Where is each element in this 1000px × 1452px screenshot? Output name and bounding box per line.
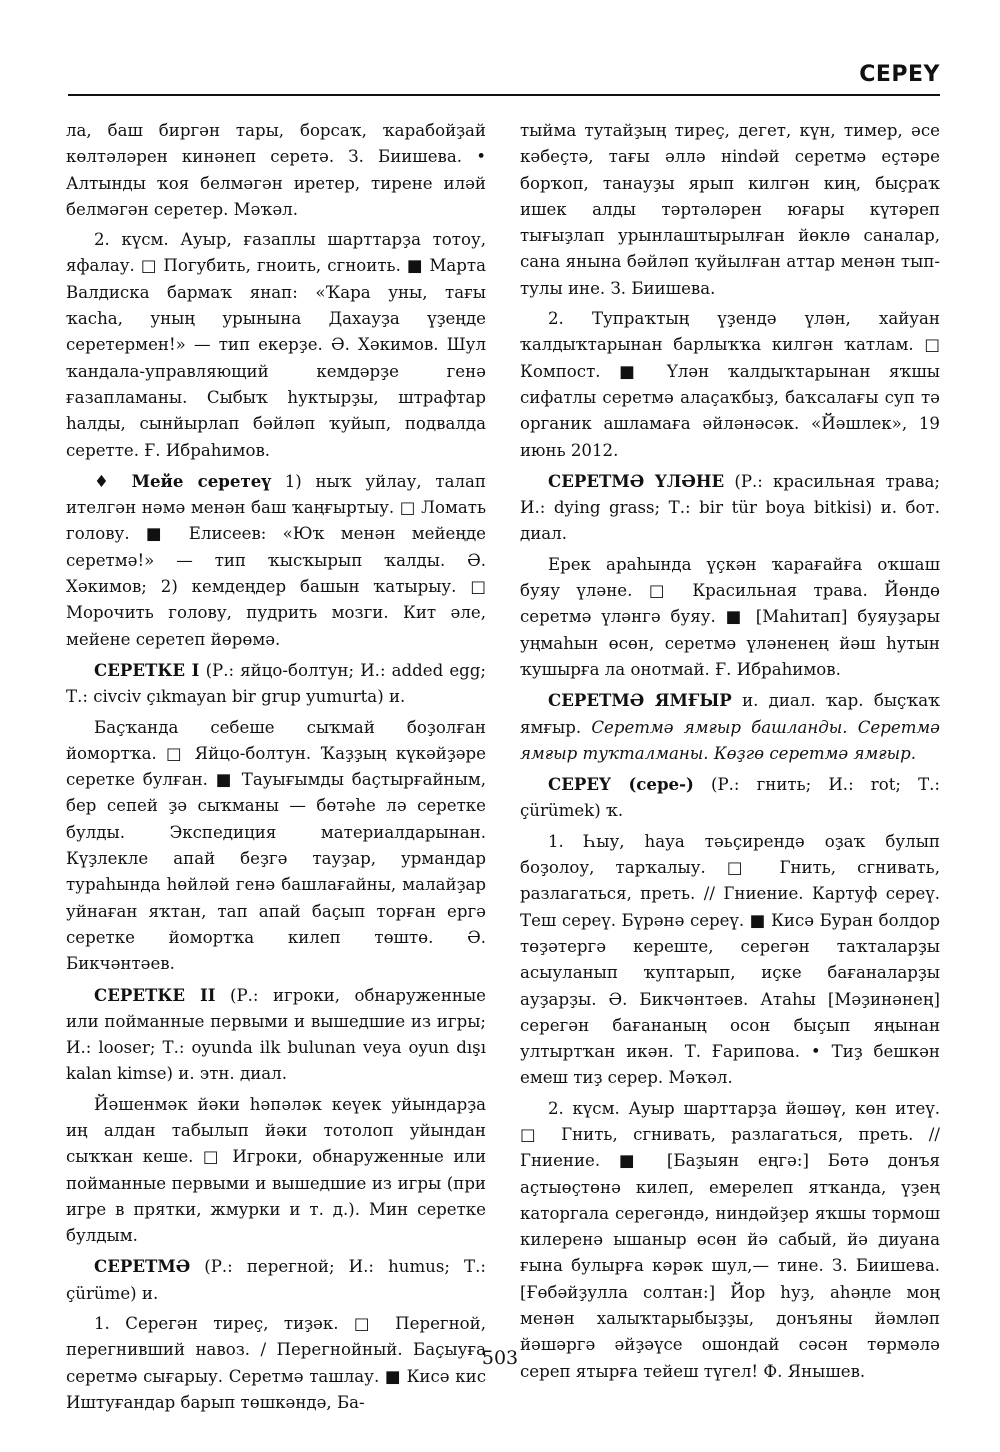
headword: СЕРЕТМӘ ҮЛӘНЕ xyxy=(548,470,725,491)
grammar-note: (Р.: гнить; И.: rot; Т.: çürümek) ҡ. xyxy=(520,775,941,821)
entry-seretke-1-body: Баҫҡанда себеше сыҡмай боҙолған йомортҡа. □ Яйцо-болтун. Ҡаҙҙың күкәйҙәре сереткe булған. ■ Тауығымды баҫтырғайным, бер сепей ҙә сыҡманы — бөтәһе лә сереткe булды. Экспедиция материалдарынан. Күҙлекле апай беҙгә тауҙар, урмандар тураһында һөйләй генә башлағайны, малайҙар уйнаған яҡтан, тап апай баҫып торған ергә сереткe йомортҡа килеп төштө. Ә. Бикчәнтәев. xyxy=(66,717,486,974)
entry-seretme-ulane-body: Ерек араһында үҫкән ҡарағайға оҡшаш буяу үләне. □ Красильная трава. Йөндө серетмә үләнгә буяу. ■ [Маһитап] буяуҙары уңмаһын өсөн, серетмә үләненең йәш һутын ҡушырға ла онотмай. Ғ. Ибраһимов. xyxy=(520,554,940,679)
entry-sereu-body: 1. Һыу, һауа тәьҫирендә оҙаҡ булып боҙолоу, тарҡалыу. □ Гнить, сгнивать, разлагаться, преть. // Гниение. Картуф сереү. Теш сереү. Бүрәнә сереү. ■ Кисә Буран болдор төҙәтергә кереште, серегән таҡталарҙы асыуланып ҡуптарып, иҫке бағаналарҙы ауҙарҙы. Ә. Бикчәнтәев. Атаһы [Мәҙинәнең] серегән бағананың осон быҫып яңынан ултыртҡан икән. Т. Ғарипова. • Тиҙ бешкән емеш тиҙ серер. Мәҡәл. xyxy=(520,831,940,1088)
entry-sereu-sense-2: 2. күсм. Ауыр шарттарҙа йәшәү, көн итеү. □ Гнить, сгнивать, разлагаться, преть. // Гниение. ■ [Баҙыян еңгә:] Бөтә донъя аҫтыөҫтөнә килеп, емерелеп ятҡанда, үҙең каторгала серегәндә, ниндәйҙер яҡшы тормош килеренә ышаныр өсөн йә сабый, йә диуана ғына булырға кәрәк шул,— тине. З. Биишева. [Ғөбәйҙулла солтан:] Йор һуҙ, аһәңле моң менән халыҡтарыбыҙҙы, донъяны йәмләп йәшәргә әйҙәүсе ошондай сәсән төрмәлә сереп ятырға тейеш түгел! Ф. Янышев. xyxy=(520,1098,940,1381)
idiom-paragraph xyxy=(66,468,486,653)
left-column xyxy=(66,118,486,1420)
entry-seretke-1 xyxy=(66,657,486,711)
entry-seretme xyxy=(66,1253,486,1307)
entry-seretke-2-body: Йәшенмәк йәки һәпәләк кеүек уйындарҙа иң алдан табылып йәки тотолоп уйындан сыҡҡан кеше. □ Игроки, обнаруженные или пойманные первыми и вышедшие из игры (при игре в прятки, жмурки и т. д.). Мин сереткe булдым. xyxy=(66,1094,486,1246)
entry-seretme-body: 1. Серегән тиреҫ, тиҙәк. □ Перегной, перегнивший навоз. / Перегнойный. Баҫыуға серетмә сығарыу. Серетмә ташлау. ■ Кисә кис Иштуғандар барып төшкәндә, Ба- xyxy=(66,1314,486,1412)
headword: СЕРЕТКЕ I xyxy=(94,659,200,680)
entry-seretke-2 xyxy=(66,982,486,1088)
grammar-note: (Р.: яйцо-болтун; И.: added egg; Т.: civciv çıkmayan bir grup yumurta) и. xyxy=(66,660,486,707)
entry-seretme-ulane xyxy=(520,468,940,548)
entry-seretme-yamgyr xyxy=(520,687,940,767)
example: Серетмә ямғыр башланды. Серетмә ямғыр туҡталманы. Көҙгө серетмә ямғыр. xyxy=(520,717,941,763)
grammar-note: (Р.: перегной; И.: humus; Т.: çürüme) и. xyxy=(66,1257,486,1303)
sense-2-paragraph: 2. күсм. Ауыр, ғазаплы шарттарҙа тотоу, яфалау. □ Погубить, гноить, сгноить. ■ Марта Валдиска бармаҡ янап: «Ҡара уны, тағы ҡасһа, уның урынына Дахауҙа үҙеңде серетермен!» — тип екерҙе. Ә. Хәкимов. Шул ҡандала-управляющий кемдәрҙе генә ғазапламаны. Сыбыҡ һуктырҙы, штрафтар һалды, сынйырлап бәйләп ҡуйып, подвалда серетте. Ғ. Ибраһимов. xyxy=(66,230,486,460)
entry-continuation: тыйма тутайҙың тиреҫ, дегет, күн, тимер, әсе кәбеҫтә, тағы әллә нindәй серетмә еҫтәре борҡоп, танауҙы ярып килгән киң, быҫраҡ ишек алды тәртәләрен юғары күтәреп тығыҙлап урынлаштырылған йөклө саналар, сана янына бәйләп ҡуйылған аттар менән тып-тулы ине. З. Биишева. xyxy=(520,121,940,298)
idiom-headword: ♦ Мейе серетеү xyxy=(94,470,271,491)
idiom-body: 1) ныҡ уйлау, талап ителгән нәмә менән баш ҡаңғыртыу. □ Ломать голову. ■ Елисеев: «Юҡ менән мейеңде серетмә!» — тип ҡысҡырып ҡалды. Ә. Хәкимов; 2) кемдеңдер башын ҡатырыу. □ Морочить голову, пудрить мозги. Кит әле, мейене серетеп йөрөмә. xyxy=(66,471,486,649)
page-number: 503 xyxy=(481,1347,519,1369)
entry-sereu xyxy=(520,771,940,825)
grammar-note: (Р.: красильная трава; И.: dying grass; Т.: bir tür boya bitkisi) и. бот. диал. xyxy=(520,471,941,544)
entry-continuation: ла, баш биргән тары, борсаҡ, ҡарабойҙай көлтәләрен кинәнеп серетә. З. Биишева. • Алтынды ҡоя белмәгән иретер, тирене иләй белмәгән серетер. Мәҡәл. xyxy=(66,121,486,219)
headword: СЕРЕТМӘ xyxy=(94,1256,191,1277)
sense-2-paragraph: 2. Тупраҡтың үҙендә үлән, хайуан ҡалдыҡтарынан барлыҡҡа килгән ҡатлам. □ Компост. ■ Үлән ҡалдыҡтарынан яҡшы сифатлы серетмә алаҫаҡбыҙ, баҡсалағы суп тә органик ашламаға әйләнәсәк. «Йәшлек», 19 июнь 2012. xyxy=(520,309,940,460)
headword: СЕРЕТКЕ II xyxy=(94,984,216,1005)
running-head: СЕРЕҮ xyxy=(68,58,940,96)
right-column xyxy=(520,118,940,1389)
headword: СЕРЕҮ (сере-) xyxy=(548,774,694,795)
headword: СЕРЕТМӘ ЯМҒЫР xyxy=(548,690,732,711)
grammar-note: и. диал. ҡар. быҫҡаҡ ямғыр. xyxy=(520,691,940,737)
grammar-note: (Р.: игроки, обнаруженные или пойманные первыми и вышедшие из игры; И.: looser; Т.: oyunda ilk bulunan veya oyun dışı kalan kimse) и. этн. диал. xyxy=(66,985,487,1084)
